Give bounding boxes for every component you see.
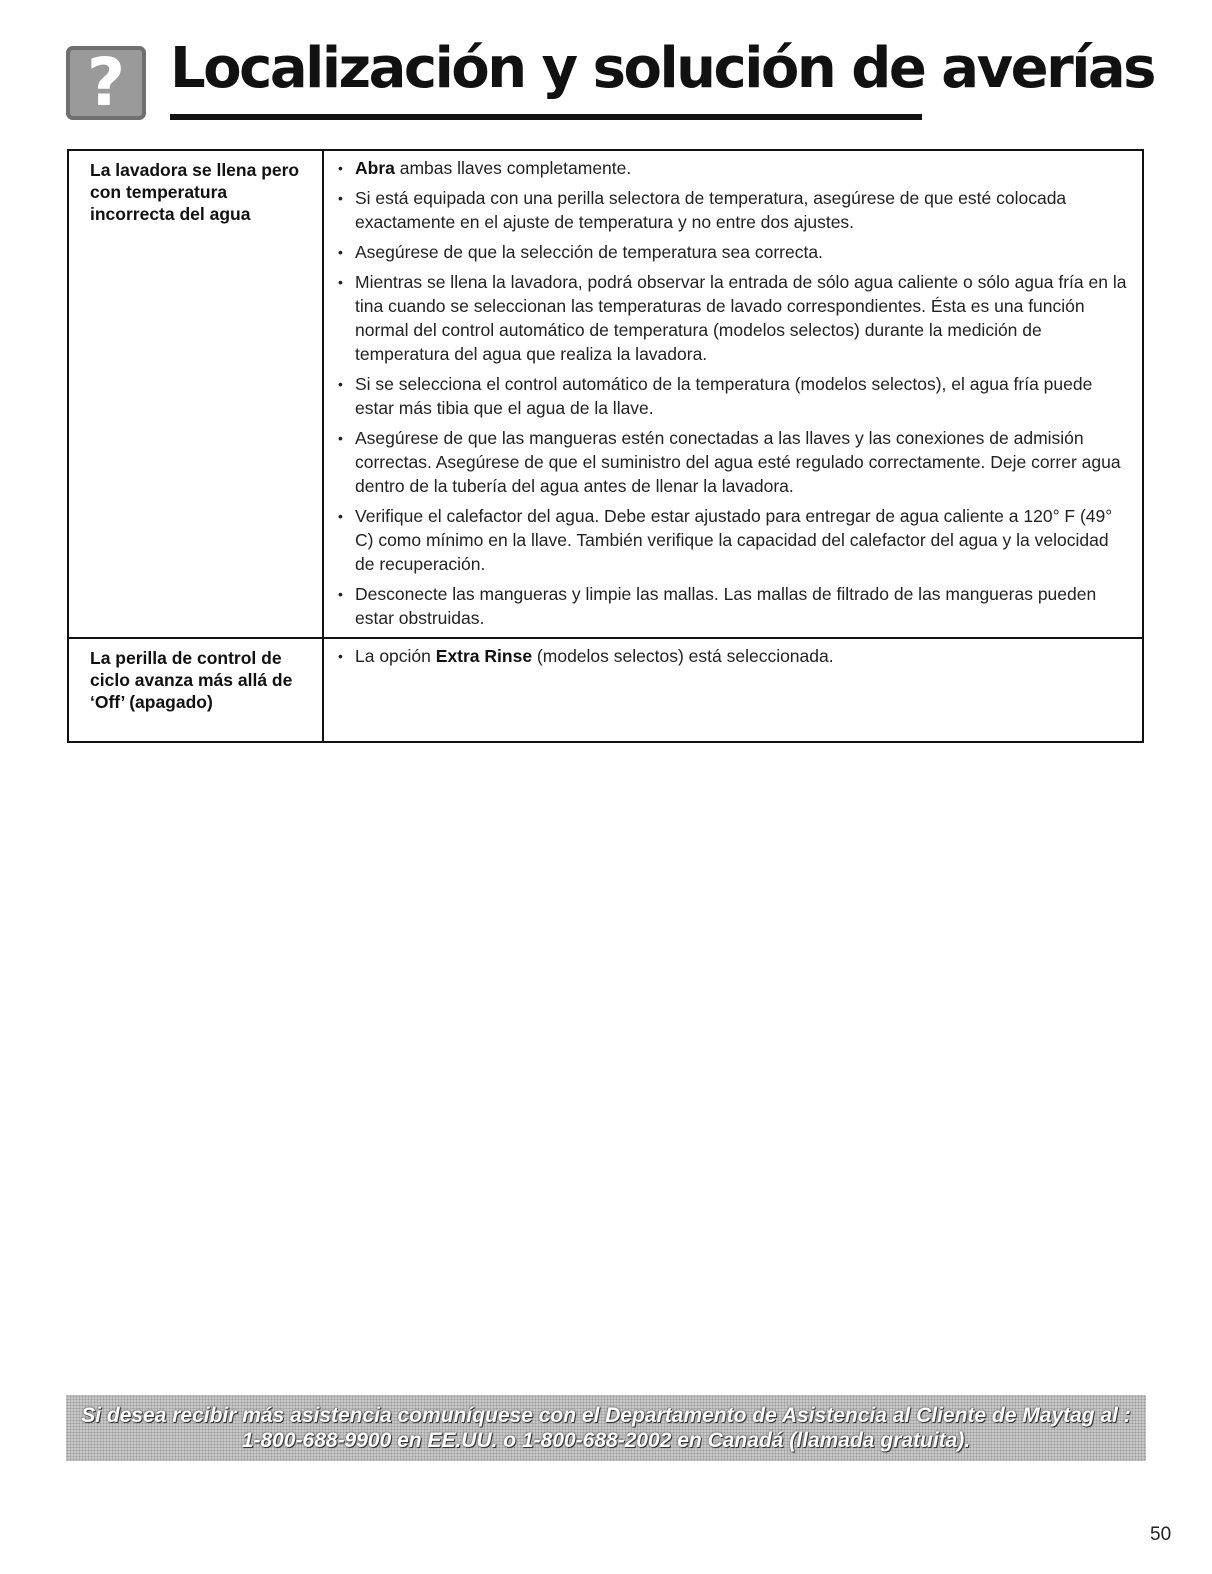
- customer-assistance-banner: [66, 1395, 1146, 1461]
- solution-item: [336, 504, 1132, 576]
- solution-text: La opción: [355, 646, 436, 666]
- solution-text: (modelos selectos) está seleccionada.: [532, 646, 834, 666]
- solution-item: [336, 156, 1132, 180]
- solution-text: Asegúrese de que las mangueras estén conectadas a las llaves y las conexiones de admisión correctas. Asegúrese de que el suministro del agua esté regulado correctamente. Deje correr agua dentro de la tubería del agua antes de llenar la lavadora.: [355, 428, 1121, 496]
- solution-item: [336, 186, 1132, 234]
- table-row: [68, 638, 1143, 742]
- solution-item: [336, 372, 1132, 420]
- solution-bold: Abra: [355, 158, 395, 178]
- solution-text: Si está equipada con una perilla selectora de temperatura, asegúrese de que esté colocada exactamente en el ajuste de temperatura y no entre dos ajustes.: [355, 188, 1067, 232]
- solution-list: [336, 156, 1132, 630]
- solution-text: Mientras se llena la lavadora, podrá observar la entrada de sólo agua caliente o sólo agua fría en la tina cuando se seleccionan las temperaturas de lavado correspondientes. Ésta es una función normal del control automático de temperatura (modelos selectos) durante la medición de temperatura del agua que realiza la lavadora.: [355, 272, 1127, 364]
- problem-cell: La lavadora se llena pero con temperatura incorrecta del agua: [68, 150, 323, 638]
- solution-text: Verifique el calefactor del agua. Debe estar ajustado para entregar de agua caliente a 120° F (49° C) como mínimo en la llave. También verifique la capacidad del calefactor del agua y la velocidad de recuperación.: [355, 506, 1113, 574]
- solution-bold: Extra Rinse: [435, 646, 533, 666]
- solution-text: Desconecte las mangueras y limpie las mallas. Las mallas de filtrado de las mangueras pueden estar obstruidas.: [355, 584, 1097, 628]
- solution-text: ambas llaves completamente.: [394, 158, 632, 178]
- solution-text: Asegúrese de que la selección de temperatura sea correcta.: [355, 242, 823, 262]
- title-underline: [170, 114, 922, 120]
- solutions-cell: [323, 638, 1143, 742]
- troubleshooting-table: [67, 149, 1144, 743]
- solution-list: [336, 644, 1132, 668]
- solution-item: [336, 582, 1132, 630]
- page-number: 50: [1150, 1524, 1172, 1545]
- solution-item: [336, 240, 1132, 264]
- page-header: [66, 36, 1155, 124]
- solutions-cell: [323, 150, 1143, 638]
- table-row: [68, 150, 1143, 638]
- problem-cell: La perilla de control de ciclo avanza más allá de ‘Off’ (apagado): [68, 638, 323, 742]
- solution-item: [336, 644, 1132, 668]
- page-title: Localización y solución de averías: [170, 36, 1155, 101]
- question-mark-icon: ?: [66, 46, 146, 120]
- banner-line: 1-800-688-9900 en EE.UU. o 1-800-688-2002 en Canadá (llamada gratuita).: [241, 1429, 971, 1452]
- solution-item: [336, 270, 1132, 366]
- solution-text: Si se selecciona el control automático de la temperatura (modelos selectos), el agua fría puede estar más tibia que el agua de la llave.: [355, 374, 1093, 418]
- banner-line: Si desea recibir más asistencia comuníquese con el Departamento de Asistencia al Cliente de Maytag al :: [81, 1404, 1131, 1427]
- solution-item: [336, 426, 1132, 498]
